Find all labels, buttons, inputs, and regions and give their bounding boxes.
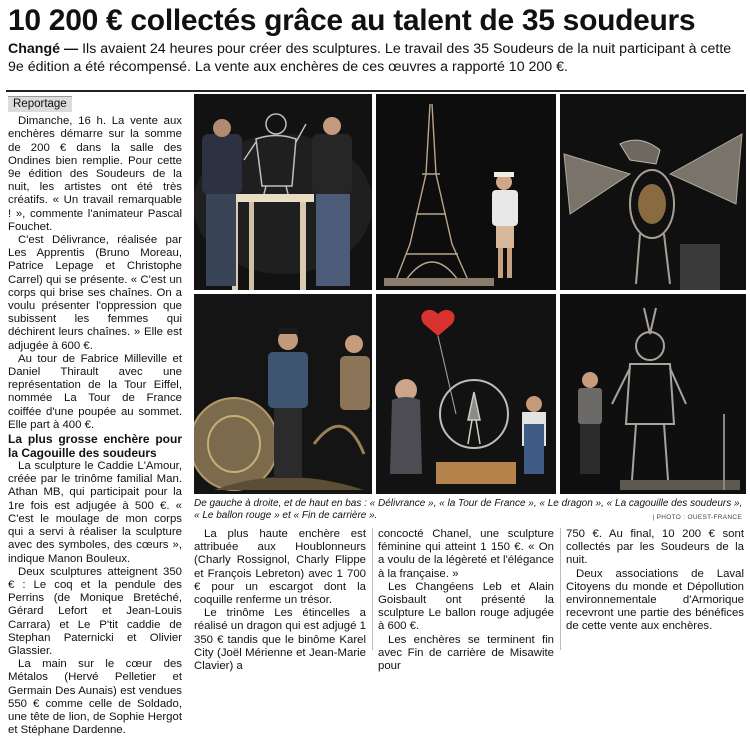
photo-fin-de-carriere: [560, 294, 746, 494]
paragraph: Les Changéens Leb et Alain Goisbault ont présenté la sculpture Le ballon rouge adjugée à 600 €.: [378, 580, 554, 633]
lede-text: Ils avaient 24 heures pour créer des sculptures. Le travail des 35 Soudeurs de la nuit participant à cette 9e édition a été récompensé. La vente aux enchères de ces œuvres a rapporté 10 200 €.: [8, 41, 732, 75]
column-2: [194, 528, 366, 673]
lede-place: Changé —: [8, 41, 79, 57]
photo-tour-de-france: [376, 94, 556, 290]
photo-delivrance: [194, 94, 372, 290]
paragraph: C'est Délivrance, réalisée par Les Apprentis (Bruno Moreau, Patrice Lepage et Christophe Carrel) qui se présente. « C'est un corps qui brise ses chaînes. On a voulu présenter l'oppression que subissent les femmes qui déchirent leurs chaînes. » Elle est adjugée à 600 €.: [8, 234, 182, 352]
paragraph: La sculpture le Caddie L'Amour, créée par le trinôme familial Man. Athan MB, qui participait pour la 1re fois est adjugée à 500 €. « C'est le moulage de mon corps qui a servi à réaliser la sculpture avec des symboles, des cœurs », indique Manon Bouleux.: [8, 460, 182, 565]
photo-delivrance-image: [194, 94, 372, 290]
photo-la-cagouille: [194, 294, 372, 494]
paragraph: Le trinôme Les étincelles a réalisé un dragon qui est adjugé 1 350 € tandis que le binôme Karel City (Joël Mérienne et Jean-Marie Clavier) a: [194, 607, 366, 673]
photo-tour-de-france-image: [376, 94, 556, 290]
paragraph: Au tour de Fabrice Milleville et Daniel Thirault avec une représentation de la Tour Eiffel, nommée La Tour de France coiffée d'une poupée au sommet. Elle part à 400 €.: [8, 352, 182, 431]
column-1: [8, 96, 182, 737]
column-divider: [560, 528, 561, 650]
paragraph: Dimanche, 16 h. La vente aux enchères démarre sur la somme de 200 € dans la salle des Ondines bien remplie. Pour cette 9e édition des Soudeurs de la nuit, les artistes ont été très créatifs. « Un travail remarquable ! », commente l'animateur Pascal Fouchet.: [8, 115, 182, 233]
column-3: [378, 528, 554, 673]
headline: 10 200 € collectés grâce au talent de 35 soudeurs: [8, 4, 696, 37]
photo-le-ballon-rouge-image: [376, 294, 556, 494]
photo-fin-de-carriere-image: [560, 294, 746, 494]
subheading: La plus grosse enchère pour la Cagouille des soudeurs: [8, 432, 182, 461]
headline-rule: [6, 90, 744, 92]
photo-le-dragon-image: [560, 94, 746, 290]
column-4: [566, 528, 744, 634]
paragraph: 750 €. Au final, 10 200 € sont collectés par les Soudeurs de la nuit.: [566, 528, 744, 567]
photo-caption: De gauche à droite, et de haut en bas : « Délivrance », « la Tour de France », « Le dragon », « La cagouille des soudeurs », « Le ballon rouge » et « Fin de carrière ».: [194, 498, 743, 521]
paragraph: concocté Chanel, une sculpture féminine qui atteint 1 150 €. « On a voulu de la légèreté et l'élégance à la française. »: [378, 528, 554, 580]
paragraph: Deux sculptures atteignent 350 € : Le coq et la pendule des Perrins (de Monique Bretéché, Gérard Lefort et Jean-Louis Carrara) et Le P'tit caddie de Stephan Paternicki et Olivier Glassier.: [8, 565, 182, 657]
photo-credit: | PHOTO : OUEST-FRANCE: [652, 514, 742, 521]
photo-le-ballon-rouge: [376, 294, 556, 494]
column-divider: [372, 528, 373, 650]
photo-le-dragon: [560, 94, 746, 290]
paragraph: La plus haute enchère est attribuée aux Houblonneurs (Charly Rossignol, Charly Flippe et François Lebreton) avec 1 700 € pour un escargot dont la coquille renferme un trésor.: [194, 528, 366, 607]
paragraph: Deux associations de Laval Citoyens du monde et Dépollution environnementale d'Armorique recevront une partie des bénéfices de cette vente aux enchères.: [566, 567, 744, 633]
paragraph: La main sur le cœur des Métalos (Hervé Pelletier et Germain Des Aunais) est vendues 550 € comme celle de Soldado, une tête de lion, de Sophie Hergot et Stéphane Dardenne.: [8, 658, 182, 737]
lede: [8, 40, 744, 76]
photo-grid: [194, 94, 746, 494]
photo-la-cagouille-image: [194, 294, 372, 494]
rubric-label: Reportage: [8, 96, 72, 112]
paragraph: Les enchères se terminent fin avec Fin de carrière de Misawite pour: [378, 633, 554, 673]
